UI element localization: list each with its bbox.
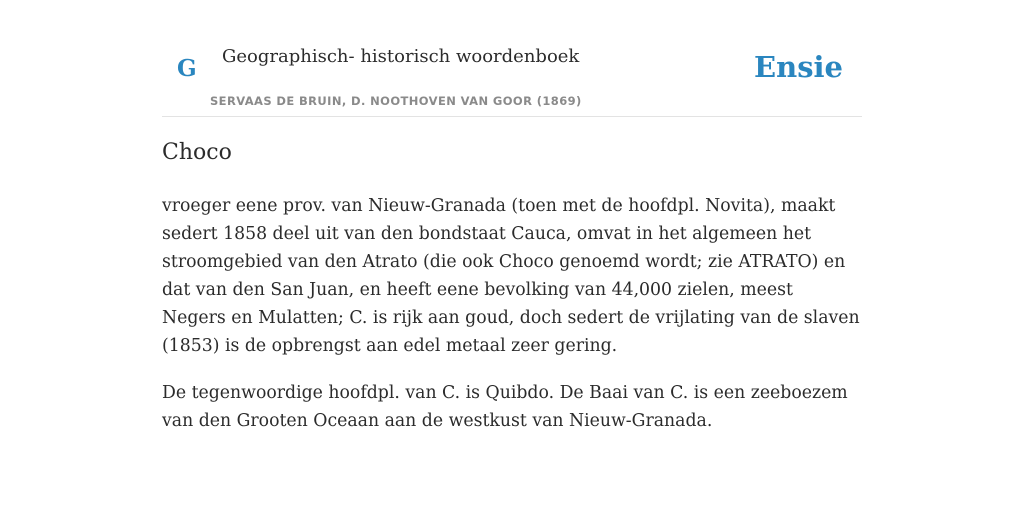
- source-book-title[interactable]: Geographisch- historisch woordenboek: [222, 46, 580, 67]
- source-book-authors: SERVAAS DE BRUIN, D. NOOTHOVEN VAN GOOR (1869): [210, 94, 582, 108]
- page-container: [162, 0, 862, 431]
- source-logo-letter[interactable]: G: [177, 55, 197, 82]
- entry-paragraph: De tegenwoordige hoofdpl. van C. is Quibdo. De Baai van C. is een zeeboezem van den Grooten Oceaan aan de westkust van Nieuw-Granada.: [162, 383, 848, 431]
- entry-body: [162, 192, 862, 454]
- ensie-logo-link[interactable]: Ensie: [754, 50, 843, 84]
- entry-title: Choco: [162, 140, 232, 165]
- source-header: [162, 0, 862, 117]
- entry-paragraph: vroeger eene prov. van Nieuw-Granada (toen met de hoofdpl. Novita), maakt sedert 1858 deel uit van den bondstaat Cauca, omvat in het algemeen het stroomgebied van den Atrato (die ook Choco genoemd wordt; zie ATRATO) en dat van den San Juan, en heeft eene bevolking van 44,000 zielen, meest Negers en Mulatten; C. is rijk aan goud, doch sedert de vrijlating van de slaven (1853) is de opbrengst aan edel metaal zeer gering.: [162, 196, 860, 356]
